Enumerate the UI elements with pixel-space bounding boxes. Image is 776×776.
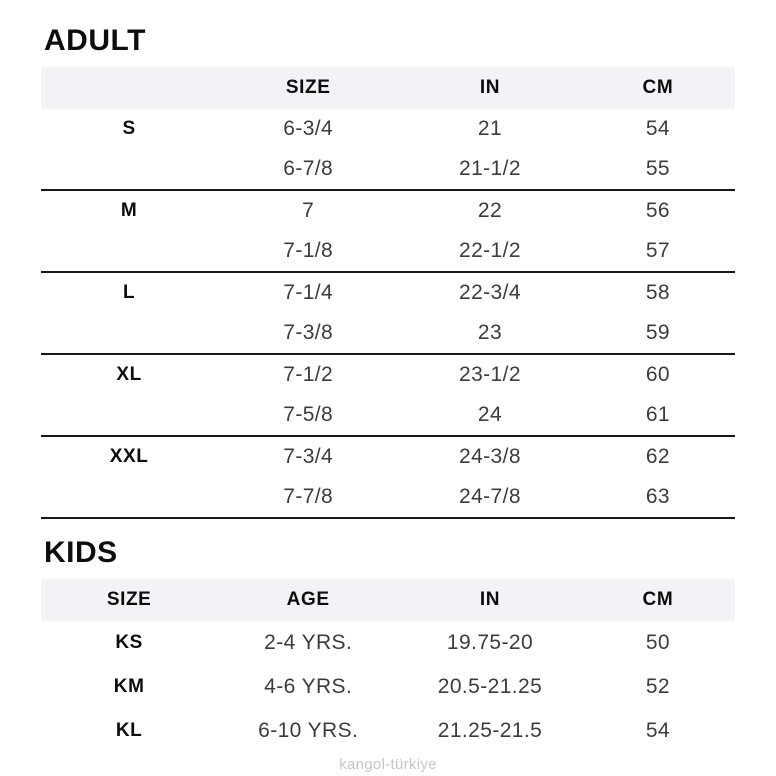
adult-size-group-xxl xyxy=(41,437,735,519)
kids-cm-value: 52 xyxy=(645,675,670,698)
kids-size-label: KL xyxy=(115,720,143,741)
kids-section-title: KIDS xyxy=(44,536,118,569)
adult-in-value: 21-1/2 xyxy=(459,157,521,180)
table-row xyxy=(41,313,735,353)
kids-size-label: KS xyxy=(115,632,143,653)
kids-col-header-age: AGE xyxy=(286,589,330,610)
adult-size-value: 7-3/4 xyxy=(283,445,334,468)
table-row xyxy=(41,395,735,435)
adult-cm-value: 54 xyxy=(645,117,670,140)
adult-size-value: 6-7/8 xyxy=(283,157,334,180)
adult-in-value: 22-3/4 xyxy=(459,281,521,304)
kids-in-value: 19.75-20 xyxy=(446,631,534,654)
kids-col-header-in: IN xyxy=(479,589,501,610)
adult-col-header-in: IN xyxy=(479,77,501,98)
kids-cm-value: 50 xyxy=(645,631,670,654)
adult-cm-value: 56 xyxy=(645,199,670,222)
adult-size-label: M xyxy=(120,200,138,221)
kids-table xyxy=(41,579,735,753)
adult-size-value: 7-1/2 xyxy=(283,363,334,386)
adult-size-group-s xyxy=(41,109,735,191)
adult-cm-value: 57 xyxy=(645,239,670,262)
table-row xyxy=(41,109,735,149)
kids-age-value: 2-4 YRS. xyxy=(264,631,353,654)
adult-size-value: 7-1/8 xyxy=(283,239,334,262)
table-row xyxy=(41,355,735,395)
adult-cm-value: 63 xyxy=(645,485,670,508)
adult-size-label: XXL xyxy=(109,446,149,467)
adult-size-label: L xyxy=(123,282,136,303)
table-row xyxy=(41,149,735,189)
kids-col-header-cm: CM xyxy=(642,589,674,610)
adult-table-header-row xyxy=(41,67,735,109)
adult-size-group-m xyxy=(41,191,735,273)
kids-age-value: 4-6 YRS. xyxy=(264,675,353,698)
table-row xyxy=(41,231,735,271)
adult-col-header-cm: CM xyxy=(642,77,674,98)
kids-age-value: 6-10 YRS. xyxy=(258,719,359,742)
adult-in-value: 22-1/2 xyxy=(459,239,521,262)
adult-size-label: XL xyxy=(116,364,142,385)
adult-cm-value: 61 xyxy=(645,403,670,426)
adult-size-value: 7 xyxy=(302,199,315,222)
adult-in-value: 24-3/8 xyxy=(459,445,521,468)
kids-col-header-size: SIZE xyxy=(106,589,152,610)
table-row xyxy=(41,665,735,709)
adult-size-group-xl xyxy=(41,355,735,437)
adult-size-value: 7-5/8 xyxy=(283,403,334,426)
table-row xyxy=(41,709,735,753)
adult-cm-value: 60 xyxy=(645,363,670,386)
adult-section-title: ADULT xyxy=(44,24,146,57)
adult-size-value: 7-3/8 xyxy=(283,321,334,344)
kids-size-label: KM xyxy=(113,676,145,697)
adult-in-value: 21 xyxy=(477,117,503,140)
kids-in-value: 21.25-21.5 xyxy=(437,719,543,742)
adult-cm-value: 58 xyxy=(645,281,670,304)
adult-in-value: 23 xyxy=(477,321,503,344)
table-row xyxy=(41,621,735,665)
adult-size-label: S xyxy=(122,118,136,139)
adult-in-value: 23-1/2 xyxy=(459,363,521,386)
adult-in-value: 24-7/8 xyxy=(459,485,521,508)
kids-in-value: 20.5-21.25 xyxy=(437,675,543,698)
adult-size-value: 6-3/4 xyxy=(283,117,334,140)
table-row xyxy=(41,273,735,313)
adult-table xyxy=(41,67,735,519)
footer-watermark: kangol-türkiye xyxy=(339,756,437,773)
table-row xyxy=(41,437,735,477)
adult-size-group-l xyxy=(41,273,735,355)
table-row xyxy=(41,191,735,231)
adult-col-header-size: SIZE xyxy=(285,77,331,98)
adult-cm-value: 59 xyxy=(645,321,670,344)
kids-cm-value: 54 xyxy=(645,719,670,742)
adult-in-value: 24 xyxy=(477,403,503,426)
adult-in-value: 22 xyxy=(477,199,503,222)
kids-table-header-row xyxy=(41,579,735,621)
adult-size-value: 7-1/4 xyxy=(283,281,334,304)
adult-size-value: 7-7/8 xyxy=(283,485,334,508)
adult-cm-value: 55 xyxy=(645,157,670,180)
table-row xyxy=(41,477,735,517)
adult-cm-value: 62 xyxy=(645,445,670,468)
